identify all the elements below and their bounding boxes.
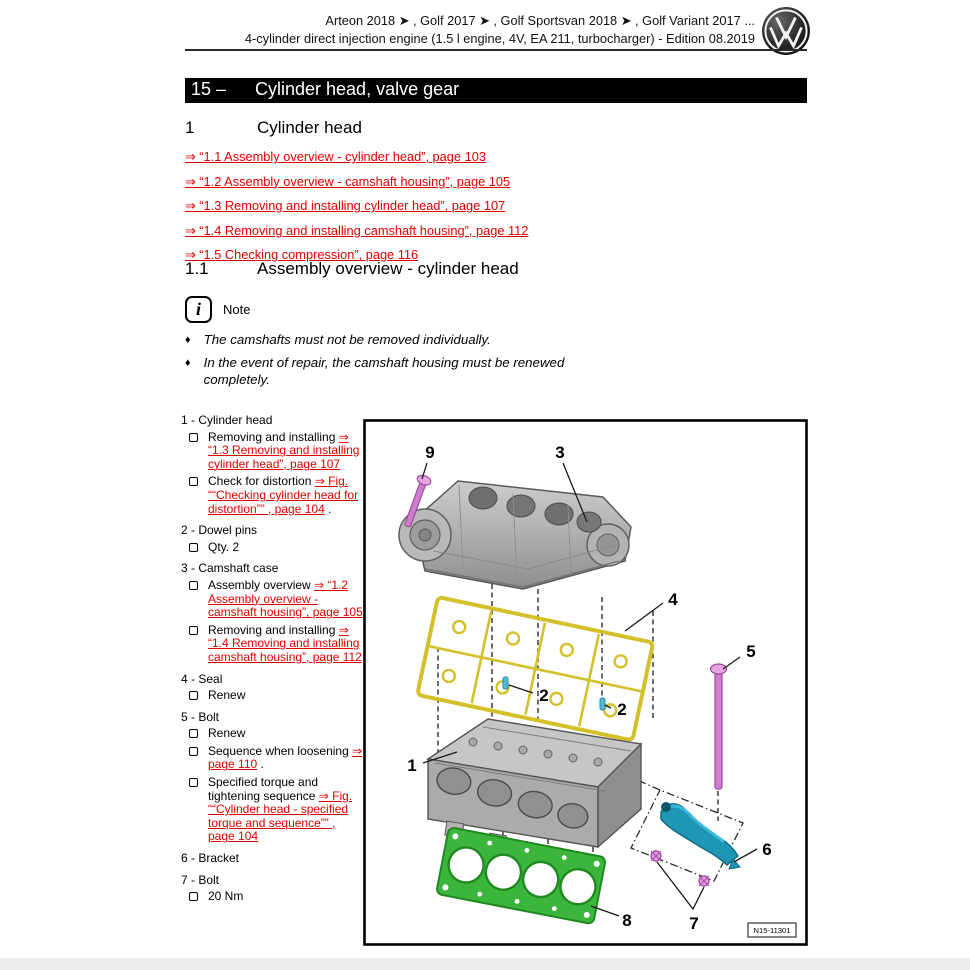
cross-reference-link[interactable]: ⇒ Fig. ““Checking cylinder head for distortion”” , page 104 <box>208 474 359 516</box>
page-header <box>185 12 755 48</box>
part-sub-item <box>181 475 364 516</box>
note-bullet-text: In the event of repair, the camshaft housing must be renewed completely. <box>203 355 565 387</box>
part-sub-item <box>181 579 364 620</box>
part-item <box>181 414 364 516</box>
section-number: 1 <box>185 118 195 137</box>
part-sub-text: . <box>257 757 264 772</box>
part-sub-text: Renew <box>208 688 246 703</box>
part-item-label: 7 - Bolt <box>181 872 220 887</box>
toc-links <box>185 149 528 272</box>
section-heading <box>185 118 362 138</box>
callout-8: 8 <box>622 911 632 930</box>
cross-reference-link[interactable]: ⇒ “1.2 Assembly overview - camshaft housing”, page 105 <box>208 577 363 620</box>
part-sub-item <box>181 541 364 555</box>
subsection-heading <box>185 259 519 279</box>
part-item <box>181 562 364 664</box>
section-title: Cylinder head <box>257 118 362 137</box>
note-bullet-text: The camshafts must not be removed individually. <box>203 332 491 347</box>
chapter-title: Cylinder head, valve gear <box>255 79 460 99</box>
page-bottom-edge <box>0 958 970 970</box>
header-rule <box>185 49 807 51</box>
part-sub-item <box>181 776 364 844</box>
part-sub-item <box>181 431 364 472</box>
part-sub-text: Qty. 2 <box>208 539 240 554</box>
callout-5: 5 <box>746 642 756 661</box>
part-sub-item <box>181 727 364 741</box>
info-note-icon: i <box>185 296 212 323</box>
note-bullet <box>185 332 579 349</box>
checkbox-icon <box>189 747 198 756</box>
part-sub-text: 20 Nm <box>208 889 244 904</box>
part-item <box>181 874 364 904</box>
checkbox-icon <box>189 892 198 901</box>
checkbox-icon <box>189 778 198 787</box>
part-sub-text: Check for distortion <box>208 474 315 489</box>
chapter-title-bar <box>185 78 807 103</box>
part-sub-text: . <box>324 501 332 516</box>
part-sub-item <box>181 689 364 703</box>
cross-reference-link[interactable]: ⇒ page 110 <box>208 743 363 772</box>
chapter-number: 15 – <box>191 79 227 99</box>
note-bullets <box>185 332 579 394</box>
checkbox-icon <box>189 729 198 738</box>
part-item-label: 6 - Bracket <box>181 851 240 866</box>
part-sub-text: Specified torque and tightening sequence <box>208 775 319 803</box>
toc-link[interactable]: ⇒ “1.1 Assembly overview - cylinder head”, page 103 <box>185 149 486 164</box>
header-models-line: Arteon 2018 ➤ , Golf 2017 ➤ , Golf Sportsvan 2018 ➤ , Golf Variant 2017 ... <box>325 13 755 28</box>
part-item <box>181 852 364 866</box>
callout-3: 3 <box>555 443 565 462</box>
part-item-label: 3 - Camshaft case <box>181 561 279 576</box>
part-sub-item <box>181 890 364 904</box>
callout-9: 9 <box>425 443 435 462</box>
part-sub-item <box>181 745 364 772</box>
diamond-bullet-icon: ♦ <box>185 357 191 369</box>
callout-7: 7 <box>689 914 699 933</box>
part-sub-text: Removing and installing <box>208 429 339 444</box>
subsection-number: 1.1 <box>185 259 209 278</box>
checkbox-icon <box>189 581 198 590</box>
note-label: Note <box>223 302 251 317</box>
checkbox-icon <box>189 626 198 635</box>
part-item-label: 5 - Bolt <box>181 709 220 724</box>
callout-4: 4 <box>668 590 678 609</box>
cross-reference-link[interactable]: ⇒ “1.4 Removing and installing camshaft housing”, page 112 <box>208 622 362 664</box>
callout-6: 6 <box>762 840 772 859</box>
toc-link[interactable]: ⇒ “1.2 Assembly overview - camshaft housing”, page 105 <box>185 173 511 189</box>
callout-2a: 2 <box>539 686 549 705</box>
subsection-title: Assembly overview - cylinder head <box>257 259 519 278</box>
assembly-diagram <box>363 419 808 946</box>
cross-reference-link[interactable]: ⇒ “1.3 Removing and installing cylinder head”, page 107 <box>208 429 360 471</box>
figure-id: N15-11301 <box>753 926 791 935</box>
part-item-label: 1 - Cylinder head <box>181 413 273 427</box>
checkbox-icon <box>189 691 198 700</box>
part-sub-item <box>181 624 364 665</box>
callout-1: 1 <box>407 756 417 775</box>
figure-id-label <box>748 923 796 937</box>
header-engine-line: 4-cylinder direct injection engine (1.5 l engine, 4V, EA 211, turbocharger) - Edition 08.2019 <box>244 31 755 46</box>
note-block <box>185 296 250 323</box>
part-sub-text: Assembly overview <box>208 577 315 592</box>
part-sub-text: Sequence when loosening <box>208 743 353 758</box>
part-sub-text: Removing and installing <box>208 622 339 637</box>
checkbox-icon <box>189 543 198 552</box>
part-sub-text: Renew <box>208 726 246 741</box>
part-item <box>181 524 364 554</box>
diamond-bullet-icon: ♦ <box>185 334 191 346</box>
checkbox-icon <box>189 433 198 442</box>
part-item <box>181 673 364 703</box>
toc-link[interactable]: ⇒ “1.3 Removing and installing cylinder head”, page 107 <box>185 198 506 214</box>
part-item-label: 2 - Dowel pins <box>181 523 258 538</box>
note-bullet <box>185 355 579 388</box>
toc-link[interactable]: ⇒ “1.5 Checking compression”, page 116 <box>185 247 419 263</box>
part-item-label: 4 - Seal <box>181 671 223 686</box>
part-item <box>181 711 364 844</box>
cross-reference-link[interactable]: ⇒ Fig. ““Cylinder head - specified torque and sequence”” , page 104 <box>208 788 353 844</box>
parts-list <box>181 414 364 912</box>
toc-link[interactable]: ⇒ “1.4 Removing and installing camshaft housing”, page 112 <box>185 222 529 238</box>
callout-2b: 2 <box>617 700 627 719</box>
checkbox-icon <box>189 477 198 486</box>
